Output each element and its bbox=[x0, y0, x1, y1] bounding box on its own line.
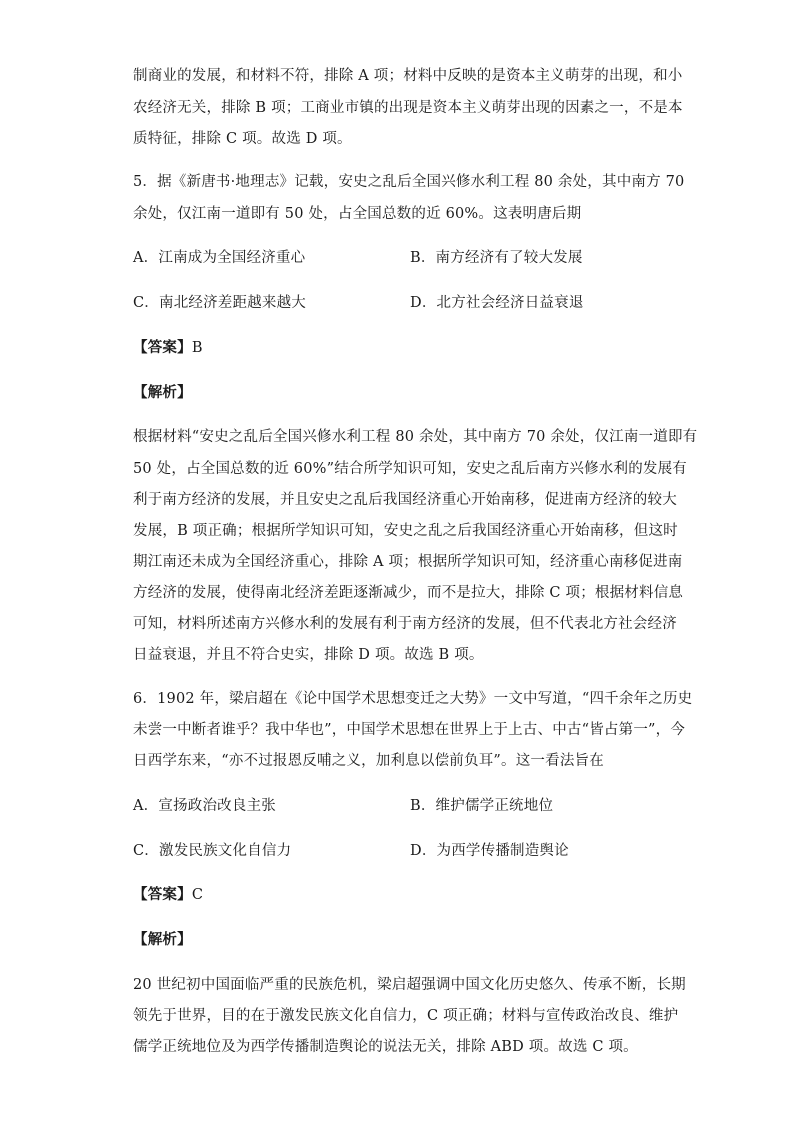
q5-analysis-heading bbox=[133, 383, 192, 403]
q6-answer-tag: 【答案】 bbox=[133, 887, 192, 903]
q5-analysis-line-5: 期江南还未成为全国经济重心，排除 A 项；根据所学知识可知，经济重心南移促进南 bbox=[133, 554, 683, 570]
q5-analysis-line-6: 方经济的发展，使得南北经济差距逐渐减少，而不是拉大，排除 C 项；根据材料信息 bbox=[133, 585, 684, 601]
q5-analysis-line-3: 利于南方经济的发展，并且安史之乱后我国经济重心开始南移，促进南方经济的较大 bbox=[133, 492, 677, 508]
q6-option-b: B．维护儒学正统地位 bbox=[410, 798, 554, 814]
q6-option-c: C．激发民族文化自信力 bbox=[133, 843, 292, 859]
q5-analysis-line-1: 根据材料“安史之乱后全国兴修水利工程 80 余处，其中南方 70 余处，仅江南一道即有 bbox=[133, 429, 698, 445]
q6-option-a: A．宣扬政治改良主张 bbox=[133, 798, 276, 814]
q5-option-a: A．江南成为全国经济重心 bbox=[133, 250, 306, 266]
q6-analysis-tag: 【解析】 bbox=[133, 932, 192, 948]
q6-analysis-line-3: 儒学正统地位及为西学传播制造舆论的说法无关，排除 ABD 项。故选 C 项。 bbox=[133, 1039, 638, 1055]
q5-analysis-tag: 【解析】 bbox=[133, 385, 192, 401]
q5-analysis-line-7: 可知，材料所述南方兴修水利的发展有利于南方经济的发展，但不代表北方社会经济 bbox=[133, 616, 677, 632]
q5-option-d: D．北方社会经济日益衰退 bbox=[410, 295, 584, 311]
intro-line-1: 制商业的发展，和材料不符，排除 A 项；材料中反映的是资本主义萌芽的出现，和小 bbox=[133, 68, 683, 84]
q5-answer-tag: 【答案】 bbox=[133, 340, 192, 356]
q5-analysis-line-8: 日益衰退，并且不符合史实，排除 D 项。故选 B 项。 bbox=[133, 647, 484, 663]
q5-option-c: C．南北经济差距越来越大 bbox=[133, 295, 306, 311]
q6-stem-line-2: 未尝一中断者谁乎？我中华也”，中国学术思想在世界上于上古、中古“皆占第一”，今 bbox=[133, 722, 686, 738]
q5-analysis-line-4: 发展，B 项正确；根据所学知识可知，安史之乱之后我国经济重心开始南移，但这时 bbox=[133, 523, 678, 539]
intro-line-3: 质特征，排除 C 项。故选 D 项。 bbox=[133, 131, 352, 147]
q5-stem-line-2: 余处，仅江南一道即有 50 处，占全国总数的近 60%。这表明唐后期 bbox=[133, 206, 582, 222]
q6-analysis-line-2: 领先于世界，目的在于激发民族文化自信力，C 项正确；材料与宣传政治改良、维护 bbox=[133, 1008, 679, 1024]
q6-answer-value: C bbox=[191, 887, 204, 903]
q5-answer bbox=[133, 338, 203, 358]
q5-answer-value: B bbox=[191, 340, 203, 356]
q5-analysis-line-2: 50 处，占全国总数的近 60%”结合所学知识可知，安史之乱后南方兴修水利的发展有 bbox=[133, 461, 688, 477]
q6-answer bbox=[133, 885, 203, 905]
q6-analysis-heading bbox=[133, 930, 192, 950]
q6-option-d: D．为西学传播制造舆论 bbox=[410, 843, 569, 859]
q5-option-b: B．南方经济有了较大发展 bbox=[410, 250, 583, 266]
q6-analysis-line-1: 20 世纪初中国面临严重的民族危机，梁启超强调中国文化历史悠久、传承不断，长期 bbox=[133, 977, 686, 993]
q5-stem-line-1: 5．据《新唐书·地理志》记载，安史之乱后全国兴修水利工程 80 余处，其中南方 70 bbox=[133, 174, 685, 190]
q6-stem-line-1: 6．1902 年，梁启超在《论中国学术思想变迁之大势》一文中写道，“四千余年之历史 bbox=[133, 691, 693, 707]
q6-stem-line-3: 日西学东来，“亦不过报恩反哺之义，加利息以偿前负耳”。这一看法旨在 bbox=[133, 753, 604, 769]
intro-line-2: 农经济无关，排除 B 项；工商业市镇的出现是资本主义萌芽出现的因素之一，不是本 bbox=[133, 100, 683, 116]
